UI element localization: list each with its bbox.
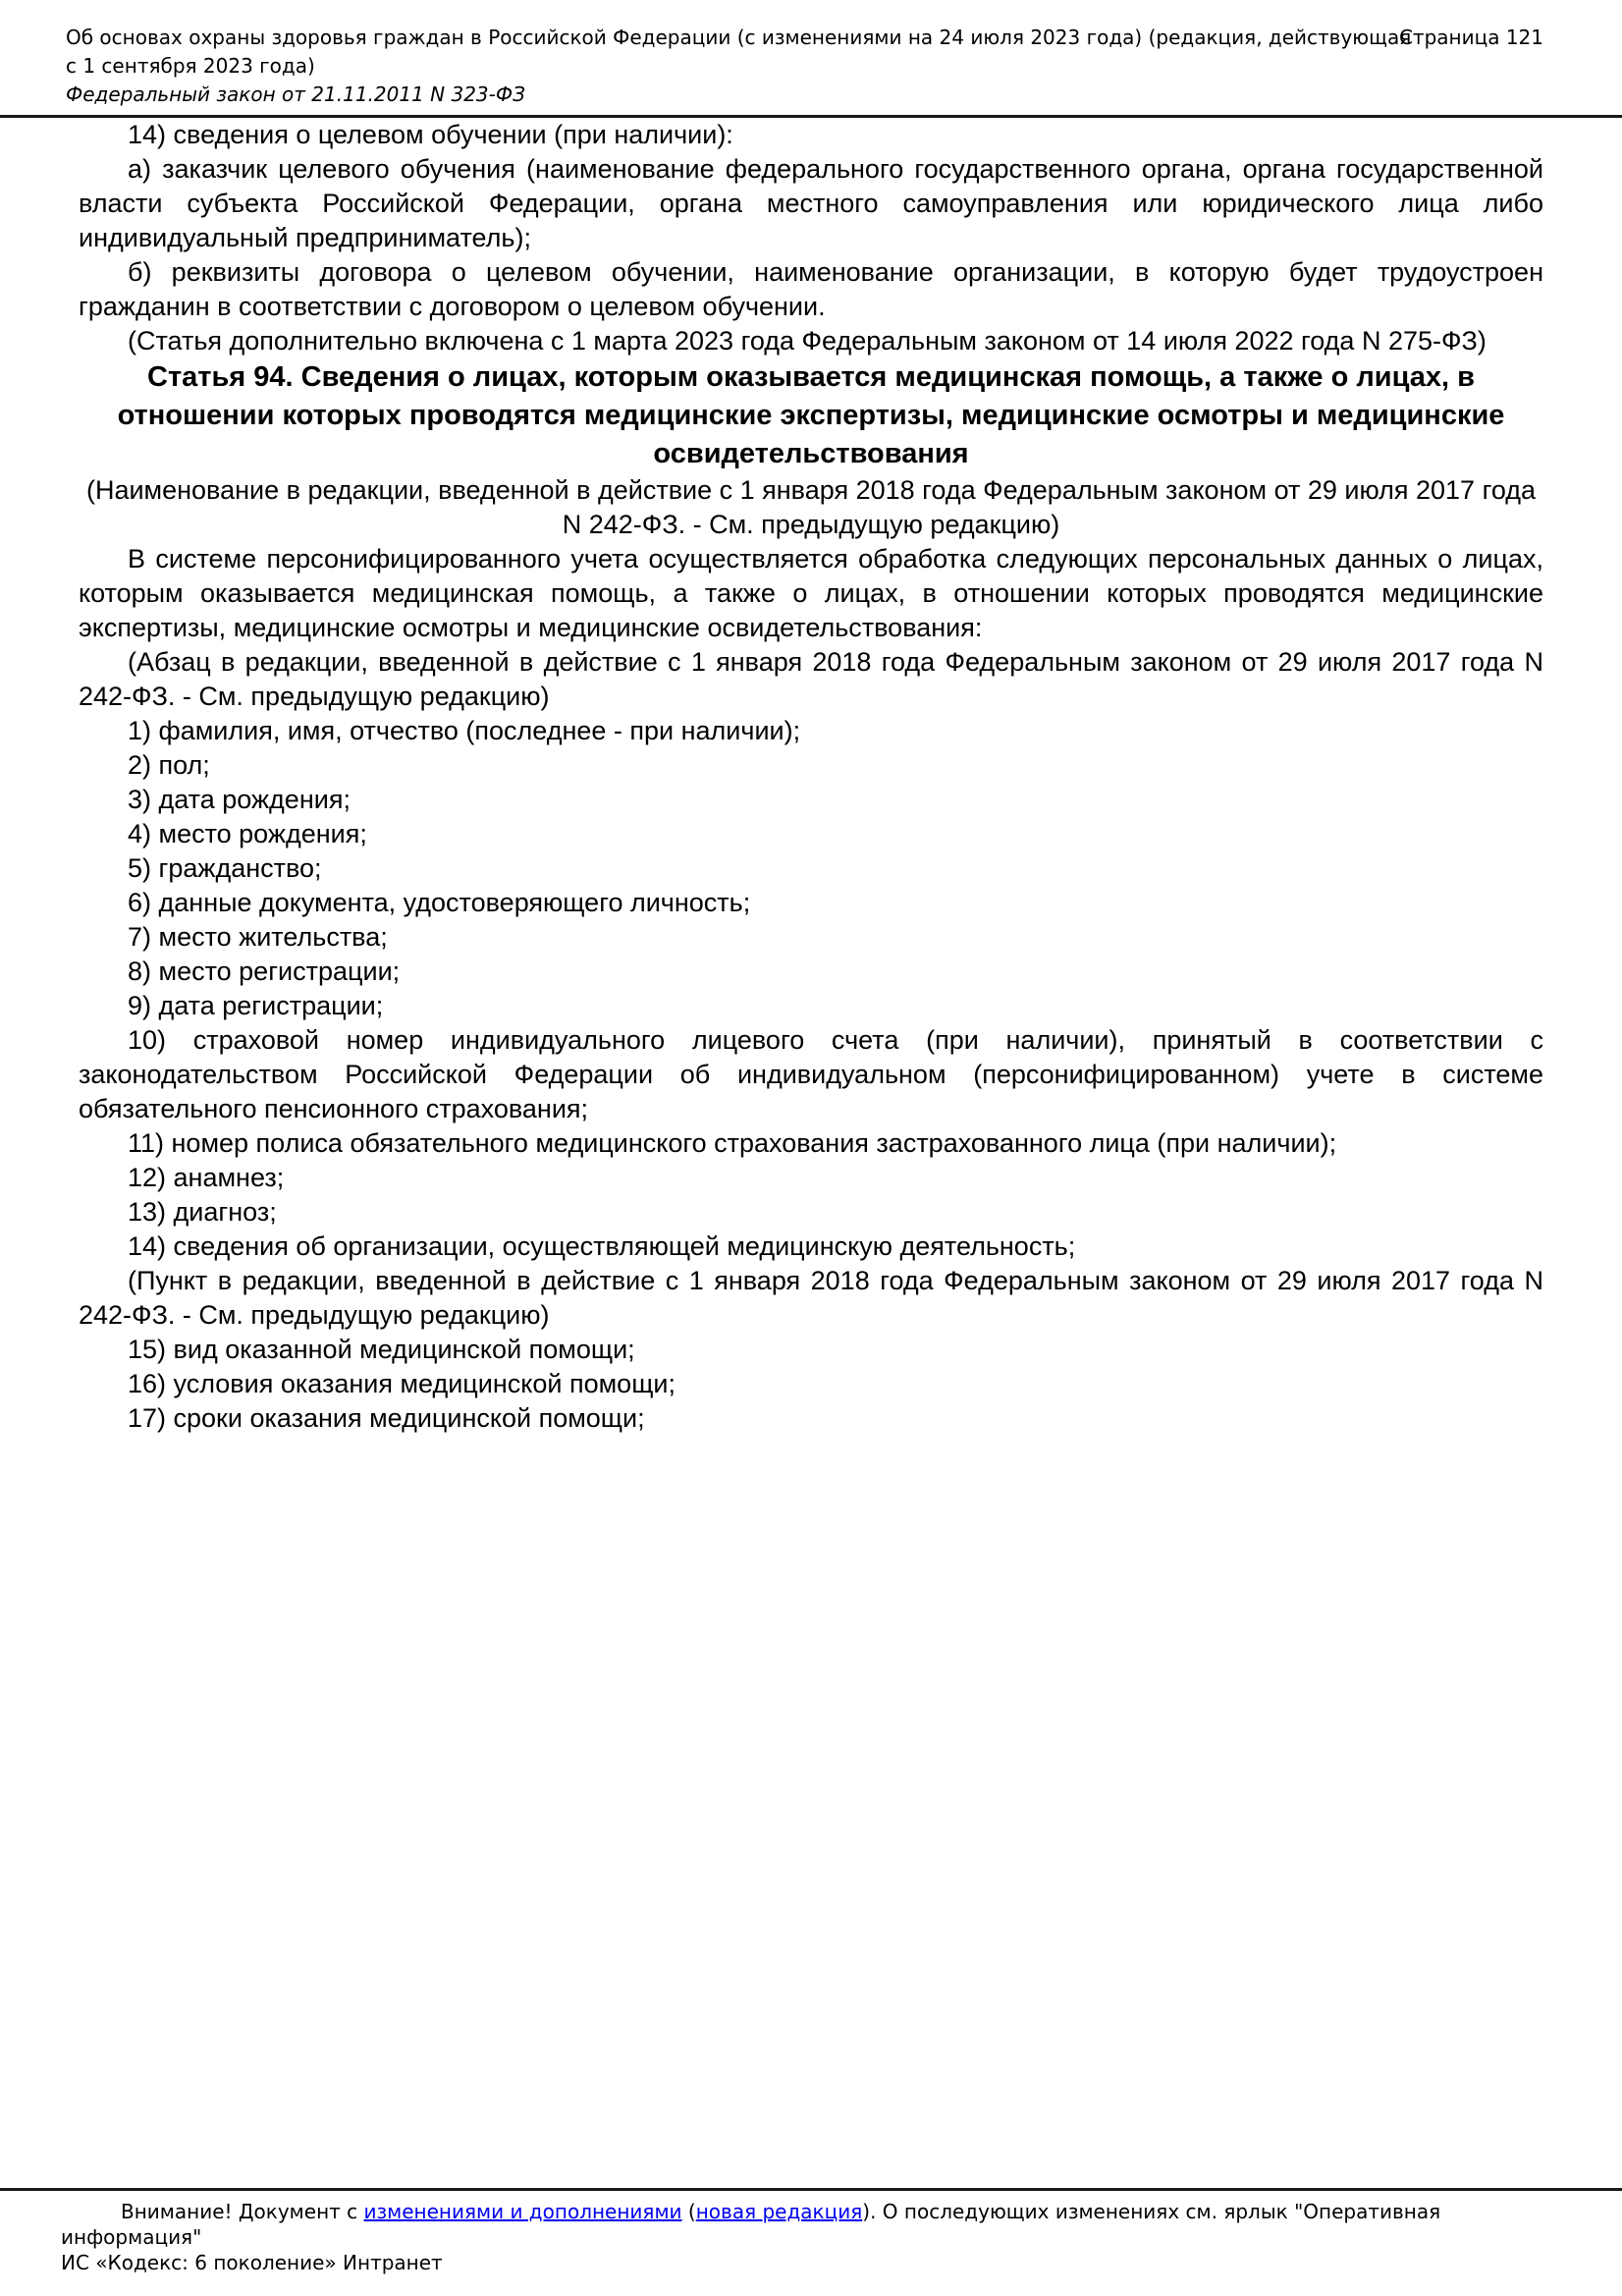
list-item-12: 12) анамнез; [128,1163,285,1192]
list-item-2: 2) пол; [128,750,210,780]
footer-divider [0,2188,1622,2191]
paragraph-personal-data-intro: В системе персонифицированного учета осуществляется обработка следующих персональных данных о лицах, которым оказывается медицинская помощь, а также о лицах, в отношении которых проводятся медицинские экспертизы, медицинские осмотры и медицинские освидетельствования: [79,544,1543,642]
note-article-inclusion: (Статья дополнительно включена с 1 марта 2023 года Федеральным законом от 14 июля 2022 года N 275-ФЗ) [128,326,1487,355]
list-item-1: 1) фамилия, имя, отчество (последнее - при наличии); [128,716,801,745]
page-footer [0,2188,1622,2296]
paragraph-a: а) заказчик целевого обучения (наименование федерального государственного органа, органа государственной власти субъекта Российской Федерации, органа местного самоуправления или юридического лица либо индивидуальный предприниматель); [79,154,1543,252]
list-item-17: 17) сроки оказания медицинской помощи; [128,1403,645,1433]
footer-link-amendments[interactable]: изменениями и дополнениями [363,2200,682,2223]
list-item-9: 9) дата регистрации; [128,991,384,1020]
note-paragraph-revision: (Абзац в редакции, введенной в действие с 1 января 2018 года Федеральным законом от 29 июля 2017 года N 242-ФЗ. - См. предыдущую редакцию) [79,647,1543,711]
footer-notice-suffix: ). О последующих изменениях см. ярлык "Оперативная информация" [61,2200,1441,2249]
list-item-15: 15) вид оказанной медицинской помощи; [128,1335,635,1364]
list-item-10: 10) страховой номер индивидуального лицевого счета (при наличии), принятый в соответствии с законодательством Российской Федерации об индивидуальном (персонифицированном) учете в системе обязательного пенсионного страхования; [79,1025,1543,1123]
header-subtitle: Федеральный закон от 21.11.2011 N 323-ФЗ [66,82,525,106]
footer-notice [61,2199,1583,2250]
header-title-line-1: Об основах охраны здоровья граждан в Российской Федерации (с изменениями на 24 июля 2023 года) (редакция, действующая [66,26,1412,49]
page-number: Страница 121 [1398,26,1543,49]
footer-link-new-edition[interactable]: новая редакция [695,2200,863,2223]
note-heading-revision: (Наименование в редакции, введенной в действие с 1 января 2018 года Федеральным законом от 29 июля 2017 года N 242-ФЗ. - См. предыдущую редакцию) [85,475,1537,539]
page-header [0,0,1622,109]
footer-notice-mid: ( [681,2200,696,2223]
list-item-4: 4) место рождения; [128,819,367,848]
header-title-line-2: с 1 сентября 2023 года) [66,54,315,78]
note-item-14-revision: (Пункт в редакции, введенной в действие с 1 января 2018 года Федеральным законом от 29 июля 2017 года N 242-ФЗ. - См. предыдущую редакцию) [79,1266,1543,1330]
paragraph-14-intro: 14) сведения о целевом обучении (при наличии): [128,120,733,149]
paragraph-b: б) реквизиты договора о целевом обучении, наименование организации, в которую будет трудоустроен гражданин в соответствии с договором о целевом обучении. [79,257,1543,321]
list-item-13: 13) диагноз; [128,1197,277,1227]
list-item-7: 7) место жительства; [128,922,388,952]
document-body [0,118,1622,1436]
list-item-8: 8) место регистрации; [128,957,401,986]
list-item-6: 6) данные документа, удостоверяющего личность; [128,888,751,917]
list-item-3: 3) дата рождения; [128,785,351,814]
list-item-16: 16) условия оказания медицинской помощи; [128,1369,676,1398]
footer-notice-prefix: Внимание! Документ с [121,2200,364,2223]
list-item-14: 14) сведения об организации, осуществляющей медицинскую деятельность; [128,1231,1076,1261]
footer-source: ИС «Кодекс: 6 поколение» Интранет [61,2251,443,2274]
article-94-heading: Статья 94. Сведения о лицах, которым оказывается медицинская помощь, а также о лицах, в отношении которых проводятся медицинские экспертизы, медицинские осмотры и медицинские освидетельствования [117,361,1505,469]
list-item-11: 11) номер полиса обязательного медицинского страхования застрахованного лица (при наличии); [128,1128,1337,1158]
list-item-5: 5) гражданство; [128,853,322,883]
